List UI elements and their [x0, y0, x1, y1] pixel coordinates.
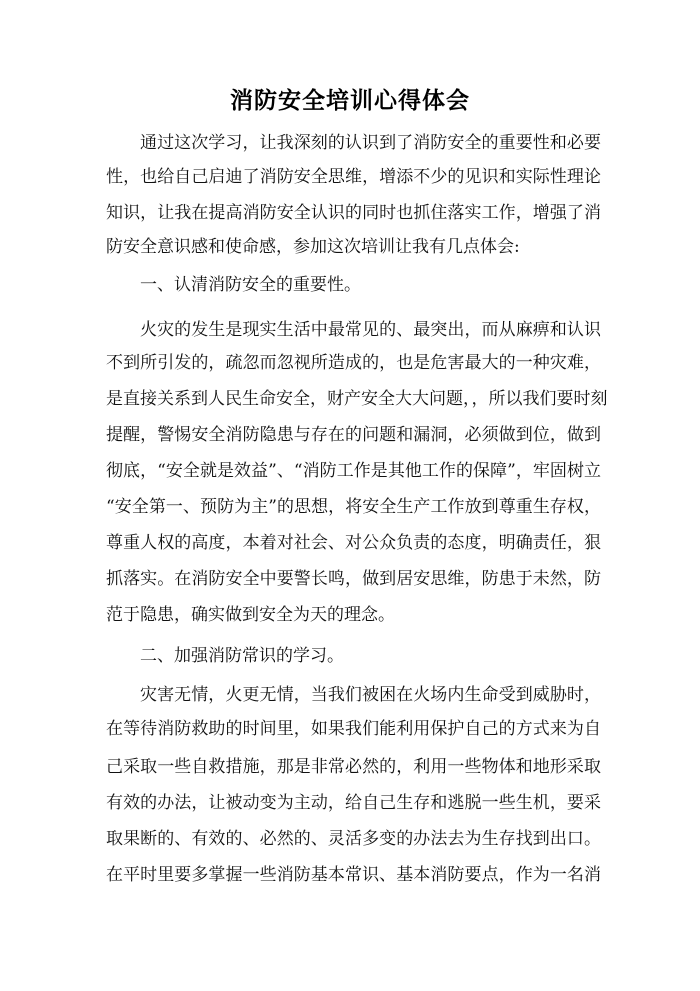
text-line: 火灾的发生是现实生活中最常见的、最突出，而从麻痹和认识: [140, 320, 601, 340]
text-line: 彻底，“安全就是效益”、“消防工作是其他工作的保障”，牢固树立: [106, 461, 601, 481]
text-line: 是直接关系到人民生命安全，财产安全大大问题，，所以我们要时刻: [106, 389, 608, 409]
text-line: 在平时里要多掌握一些消防基本常识、基本消防要点，作为一名消: [106, 865, 601, 885]
text-line: 灾害无情，火更无情，当我们被困在火场内生命受到威胁时，: [140, 685, 601, 705]
text-line: 防安全意识感和使命感，参加这次培训让我有几点体会:: [106, 237, 520, 257]
text-line: “安全第一、预防为主”的思想，将安全生产工作放到尊重生存权，: [106, 497, 601, 517]
text-line: 尊重人权的高度，本着对社会、对公众负责的态度，明确责任，狠: [106, 533, 601, 553]
text-line: 范于隐患，确实做到安全为天的理念。: [106, 605, 395, 625]
text-line: 取果断的、有效的、必然的、灵活多变的办法去为生存找到出口。: [106, 829, 601, 849]
text-line: 提醒，警惕安全消防隐患与存在的问题和漏洞，必须做到位，做到: [106, 425, 601, 445]
text-line: 通过这次学习，让我深刻的认识到了消防安全的重要性和必要: [140, 133, 601, 153]
text-line: 抓落实。在消防安全中要警长鸣，做到居安思维，防患于未然，防: [106, 569, 601, 589]
text-line: 己采取一些自救措施，那是非常必然的，利用一些物体和地形采取: [106, 757, 601, 777]
text-line: 不到所引发的，疏忽而忽视所造成的，也是危害最大的一种灾难，: [106, 353, 601, 373]
text-line: 知识，让我在提高消防安全认识的同时也抓住落实工作，增强了消: [106, 203, 601, 223]
text-line: 有效的办法，让被动变为主动，给自己生存和逃脱一些生机，要采: [106, 793, 601, 813]
section-heading: 一、认清消防安全的重要性。: [140, 275, 361, 295]
text-line: 性，也给自己启迪了消防安全思维，增添不少的见识和实际性理论: [106, 167, 601, 187]
section-heading: 二、加强消防常识的学习。: [140, 646, 344, 666]
document-title: 消防安全培训心得体会: [230, 87, 470, 114]
text-line: 在等待消防救助的时间里，如果我们能利用保护自己的方式来为自: [106, 719, 601, 739]
